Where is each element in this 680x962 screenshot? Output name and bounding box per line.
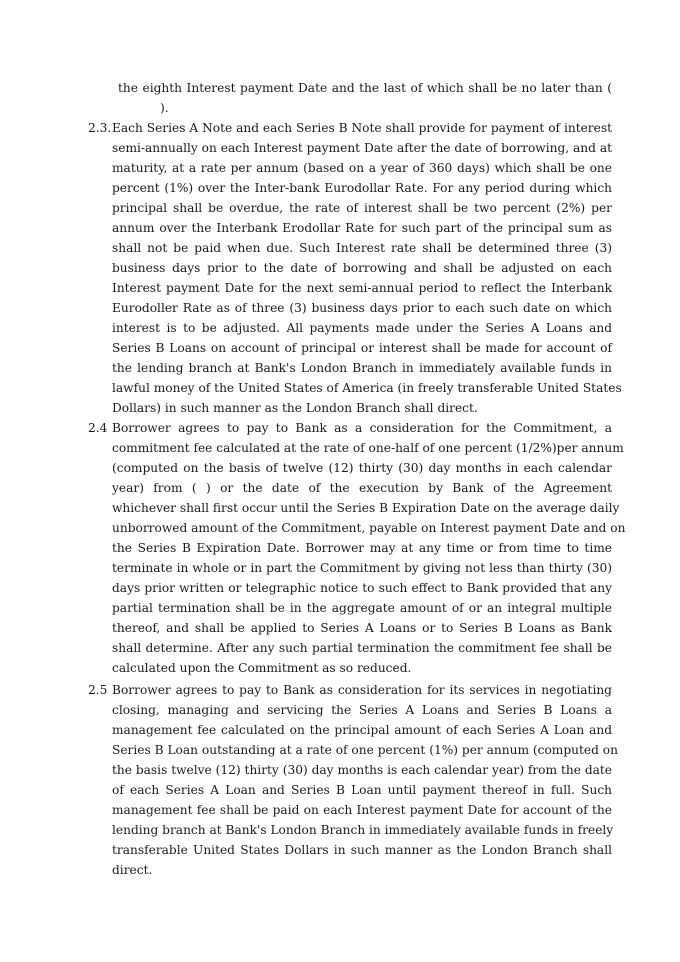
section-2-4-line: unborrowed amount of the Commitment, payable on Interest payment Date and on	[112, 521, 626, 535]
section-2-5-line: direct.	[112, 863, 153, 877]
section-number-2-3: 2.3.	[88, 121, 112, 135]
section-2-4-line: (computed on the basis of twelve (12) thirty (30) day months in each calendar	[112, 461, 612, 475]
section-2-3-line: principal shall be overdue, the rate of interest shall be two percent (2%) per	[112, 201, 612, 215]
section-2-5-line: management fee shall be paid on each Interest payment Date for account of the	[112, 803, 612, 817]
section-2-4-line: thereof, and shall be applied to Series A Loans or to Series B Loans as Bank	[112, 621, 612, 635]
section-2-5-line: management fee calculated on the principal amount of each Series A Loan and	[112, 723, 612, 737]
section-2-3-line: annum over the Interbank Erodollar Rate for such part of the principal sum as	[112, 221, 612, 235]
section-number-2-4: 2.4	[88, 421, 108, 435]
section-2-4-line: year) from ( ) or the date of the execution by Bank of the Agreement	[112, 481, 612, 495]
section-2-4-line: commitment fee calculated at the rate of one-half of one percent (1/2%)per annum	[112, 441, 624, 455]
section-number-2-5: 2.5	[88, 683, 108, 697]
section-2-4-line: partial termination shall be in the aggregate amount of or an integral multiple	[112, 601, 612, 615]
section-2-3-line: Series B Loans on account of principal or interest shall be made for account of	[112, 341, 612, 355]
intro-line-1: the eighth Interest payment Date and the last of which shall be no later than (	[118, 81, 612, 95]
section-2-5-line: transferable United States Dollars in such manner as the London Branch shall	[112, 843, 612, 857]
section-2-3-line: percent (1%) over the Inter-bank Eurodollar Rate. For any period during which	[112, 181, 612, 195]
section-2-4-line: terminate in whole or in part the Commitment by giving not less than thirty (30)	[112, 561, 612, 575]
section-2-4-line: days prior written or telegraphic notice to such effect to Bank provided that any	[112, 581, 612, 595]
section-2-3-line: interest is to be adjusted. All payments made under the Series A Loans and	[112, 321, 612, 335]
section-2-3-line: semi-annually on each Interest payment Date after the date of borrowing, and at	[112, 141, 612, 155]
section-2-3-line: shall not be paid when due. Such Interest rate shall be determined three (3)	[112, 241, 612, 255]
section-2-3-line: maturity, at a rate per annum (based on a year of 360 days) which shall be one	[112, 161, 612, 175]
section-2-5-line: lending branch at Bank's London Branch in immediately available funds in freely	[112, 823, 614, 837]
section-2-4-line: Borrower agrees to pay to Bank as a consideration for the Commitment, a	[112, 421, 612, 435]
section-2-4-line: whichever shall first occur until the Series B Expiration Date on the average daily	[112, 501, 620, 515]
section-2-5-line: the basis twelve (12) thirty (30) day months is each calendar year) from the date	[112, 763, 612, 777]
section-2-3-line: lawful money of the United States of America (in freely transferable United States	[112, 381, 622, 395]
section-2-3-line: Interest payment Date for the next semi-annual period to reflect the Interbank	[112, 281, 612, 295]
section-2-5-line: Series B Loan outstanding at a rate of one percent (1%) per annum (computed on	[112, 743, 618, 757]
section-2-4-line: shall determine. After any such partial termination the commitment fee shall be	[112, 641, 612, 655]
section-2-3-line: Eurodoller Rate as of three (3) business days prior to each such date on which	[112, 301, 612, 315]
section-2-3-line: Each Series A Note and each Series B Note shall provide for payment of interest	[112, 121, 612, 135]
intro-line-2: ).	[160, 101, 169, 115]
section-2-3-line: Dollars) in such manner as the London Branch shall direct.	[112, 401, 478, 415]
section-2-3-line: the lending branch at Bank's London Branch in immediately available funds in	[112, 361, 612, 375]
section-2-5-line: closing, managing and servicing the Series A Loans and Series B Loans a	[112, 703, 612, 717]
section-2-5-line: of each Series A Loan and Series B Loan until payment thereof in full. Such	[112, 783, 612, 797]
section-2-5-line: Borrower agrees to pay to Bank as consideration for its services in negotiating	[112, 683, 612, 697]
section-2-4-line: calculated upon the Commitment as so reduced.	[112, 661, 412, 675]
section-2-4-line: the Series B Expiration Date. Borrower may at any time or from time to time	[112, 541, 612, 555]
section-2-3-line: business days prior to the date of borrowing and shall be adjusted on each	[112, 261, 612, 275]
